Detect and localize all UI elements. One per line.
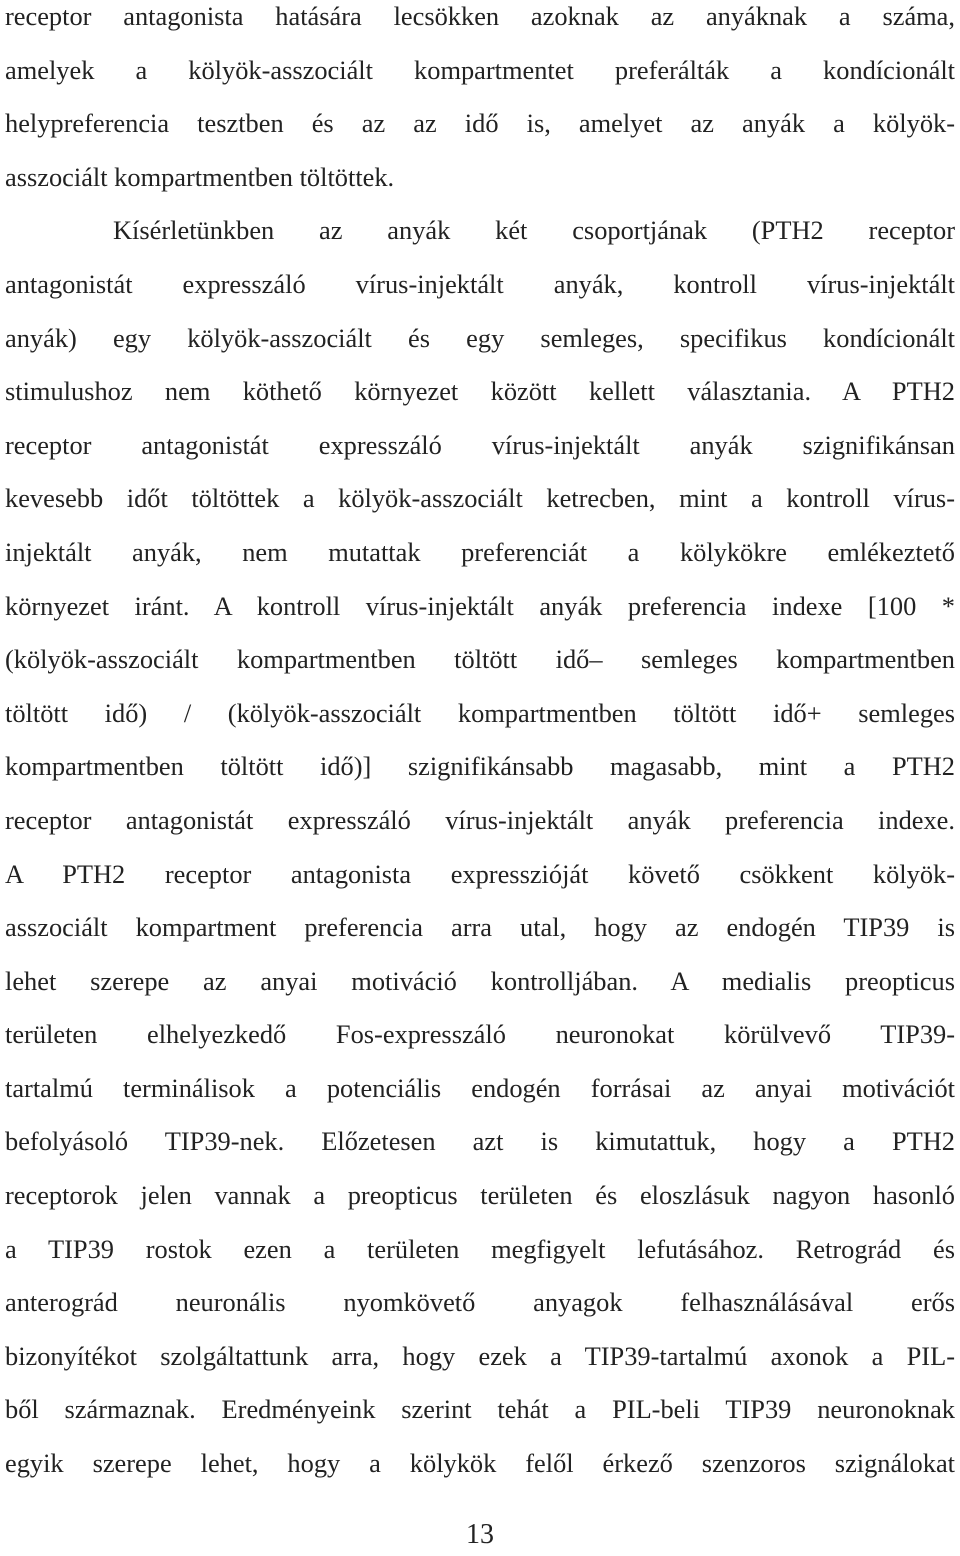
text-line: A PTH2 receptor antagonista expresszióját követő csökkent kölyök-	[5, 858, 955, 889]
text-line: töltött idő) / (kölyök-asszociált kompartmentben töltött idő+ semleges	[5, 697, 955, 728]
text-line: receptor antagonista hatására lecsökken azoknak az anyáknak a száma,	[5, 1, 955, 31]
text-line: környezet iránt. A kontroll vírus-injektált anyák preferencia indexe [100 *	[5, 590, 955, 621]
document-page	[5, 0, 955, 1501]
text-line: bizonyítékot szolgáltattunk arra, hogy ezek a TIP39-tartalmú axonok a PIL-	[5, 1340, 955, 1371]
text-line: antagonistát expresszáló vírus-injektált anyák, kontroll vírus-injektált	[5, 268, 955, 299]
text-line: anterográd neuronális nyomkövető anyagok felhasználásával erős	[5, 1287, 955, 1318]
text-line: területen elhelyezkedő Fos-expresszáló neuronokat körülvevő TIP39-	[5, 1019, 955, 1050]
text-line: egyik szerepe lehet, hogy a kölykök felől érkező szenzoros szignálokat	[5, 1448, 955, 1479]
body-text	[5, 0, 955, 1501]
text-line: a TIP39 rostok ezen a területen megfigyelt lefutásához. Retrográd és	[5, 1233, 955, 1264]
text-line: befolyásoló TIP39-nek. Előzetesen azt is kimutattuk, hogy a PTH2	[5, 1126, 955, 1157]
text-line: kevesebb időt töltöttek a kölyök-asszociált ketrecben, mint a kontroll vírus-	[5, 483, 955, 514]
text-line: receptor antagonistát expresszáló vírus-injektált anyák szignifikánsan	[5, 429, 955, 460]
text-line: amelyek a kölyök-asszociált kompartmentet preferálták a kondícionált	[5, 54, 955, 85]
text-line: receptorok jelen vannak a preopticus területen és eloszlásuk nagyon hasonló	[5, 1180, 955, 1211]
text-line: (kölyök-asszociált kompartmentben töltött idő– semleges kompartmentben	[5, 644, 955, 675]
text-line: anyák) egy kölyök-asszociált és egy semleges, specifikus kondícionált	[5, 322, 955, 353]
text-line: ből származnak. Eredményeink szerint tehát a PIL-beli TIP39 neuronoknak	[5, 1394, 955, 1425]
text-line: asszociált kompartmentben töltöttek.	[5, 161, 395, 192]
page-number: 13	[466, 1519, 494, 1550]
text-line: lehet szerepe az anyai motiváció kontrolljában. A medialis preopticus	[5, 965, 955, 996]
text-line: stimulushoz nem köthető környezet között kellett választania. A PTH2	[5, 376, 955, 407]
text-line: kompartmentben töltött idő)] szignifikánsabb magasabb, mint a PTH2	[5, 751, 955, 782]
text-line: receptor antagonistát expresszáló vírus-injektált anyák preferencia indexe.	[5, 804, 955, 835]
text-line: helypreferencia tesztben és az az idő is, amelyet az anyák a kölyök-	[5, 108, 955, 139]
text-line: Kísérletünkben az anyák két csoportjának (PTH2 receptor	[113, 215, 955, 246]
text-line: asszociált kompartment preferencia arra utal, hogy az endogén TIP39 is	[5, 912, 955, 943]
text-line: injektált anyák, nem mutattak preferenciát a kölykökre emlékeztető	[5, 536, 955, 567]
text-line: tartalmú terminálisok a potenciális endogén forrásai az anyai motivációt	[5, 1072, 955, 1103]
